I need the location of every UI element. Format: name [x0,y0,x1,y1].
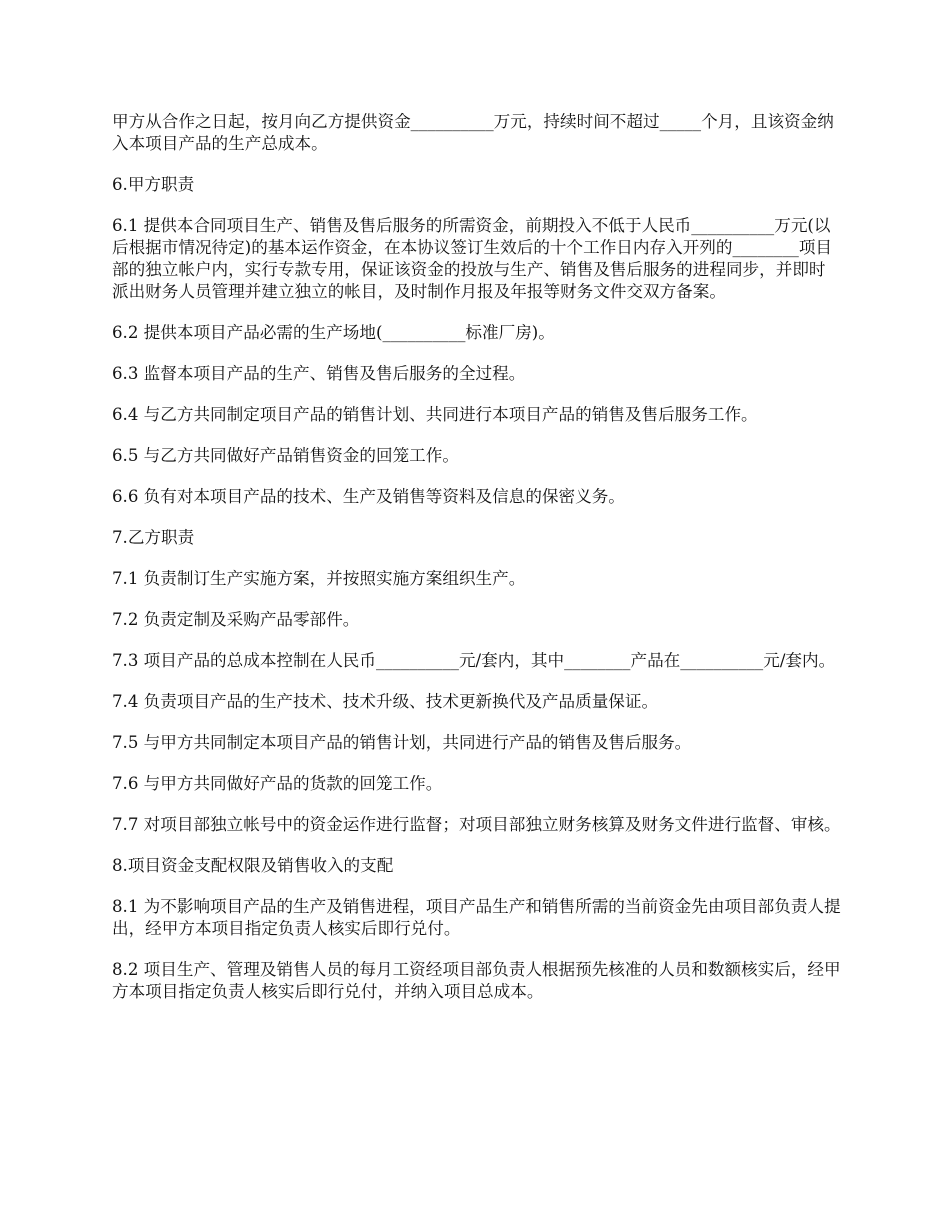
clause-7-1: 7.1 负责制订生产实施方案，并按照实施方案组织生产。 [112,569,526,588]
section-heading-party-a-duties: 6.甲方职责 [112,175,195,194]
clause-6-1: 6.1 提供本合同项目生产、销售及售后服务的所需资金，前期投入不低于人民币__________万元(以后根据市情况待定)的基本运作资金，在本协议签订生效后的十个工作日内存入开列的________项目部的独立帐户内，实行专款专用，保证该资金的投放与生产、销售及售后服务的进程同步，并即时派出财务人员管理并建立独立的帐目，及时制作月报及年报等财务文件交双方备案。 [112,216,833,301]
clause-6-4: 6.4 与乙方共同制定项目产品的销售计划、共同进行本项目产品的销售及售后服务工作。 [112,405,758,424]
clause-7-5: 7.5 与甲方共同制定本项目产品的销售计划，共同进行产品的销售及售后服务。 [112,733,692,752]
section-heading-party-b-duties: 7.乙方职责 [112,528,195,547]
paragraph-funding-terms: 甲方从合作之日起，按月向乙方提供资金__________万元，持续时间不超过_____个月，且该资金纳入本项目产品的生产总成本。 [112,112,834,153]
clause-7-4: 7.4 负责项目产品的生产技术、技术升级、技术更新换代及产品质量保证。 [112,692,659,711]
clause-8-2: 8.2 项目生产、管理及销售人员的每月工资经项目部负责人根据预先核准的人员和数额核实后，经甲方本项目指定负责人核实后即行兑付，并纳入项目总成本。 [112,960,841,1001]
clause-6-3: 6.3 监督本项目产品的生产、销售及售后服务的全过程。 [112,364,526,383]
document-body [112,111,842,1022]
clause-8-1: 8.1 为不影响项目产品的生产及销售进程，项目产品生产和销售所需的当前资金先由项目部负责人提出，经甲方本项目指定负责人核实后即行兑付。 [112,897,841,938]
clause-6-5: 6.5 与乙方共同做好产品销售资金的回笼工作。 [112,446,459,465]
section-heading-fund-allocation: 8.项目资金支配权限及销售收入的支配 [112,856,394,875]
clause-7-3: 7.3 项目产品的总成本控制在人民币__________元/套内，其中________产品在__________元/套内。 [112,651,836,670]
clause-6-6: 6.6 负有对本项目产品的技术、生产及销售等资料及信息的保密义务。 [112,487,625,506]
clause-7-7: 7.7 对项目部独立帐号中的资金运作进行监督；对项目部独立财务核算及财务文件进行监督、审核。 [112,815,841,834]
clause-7-2: 7.2 负责定制及采购产品零部件。 [112,610,360,629]
clause-6-2: 6.2 提供本项目产品必需的生产场地(__________标准厂房)。 [112,323,555,342]
clause-7-6: 7.6 与甲方共同做好产品的货款的回笼工作。 [112,774,443,793]
